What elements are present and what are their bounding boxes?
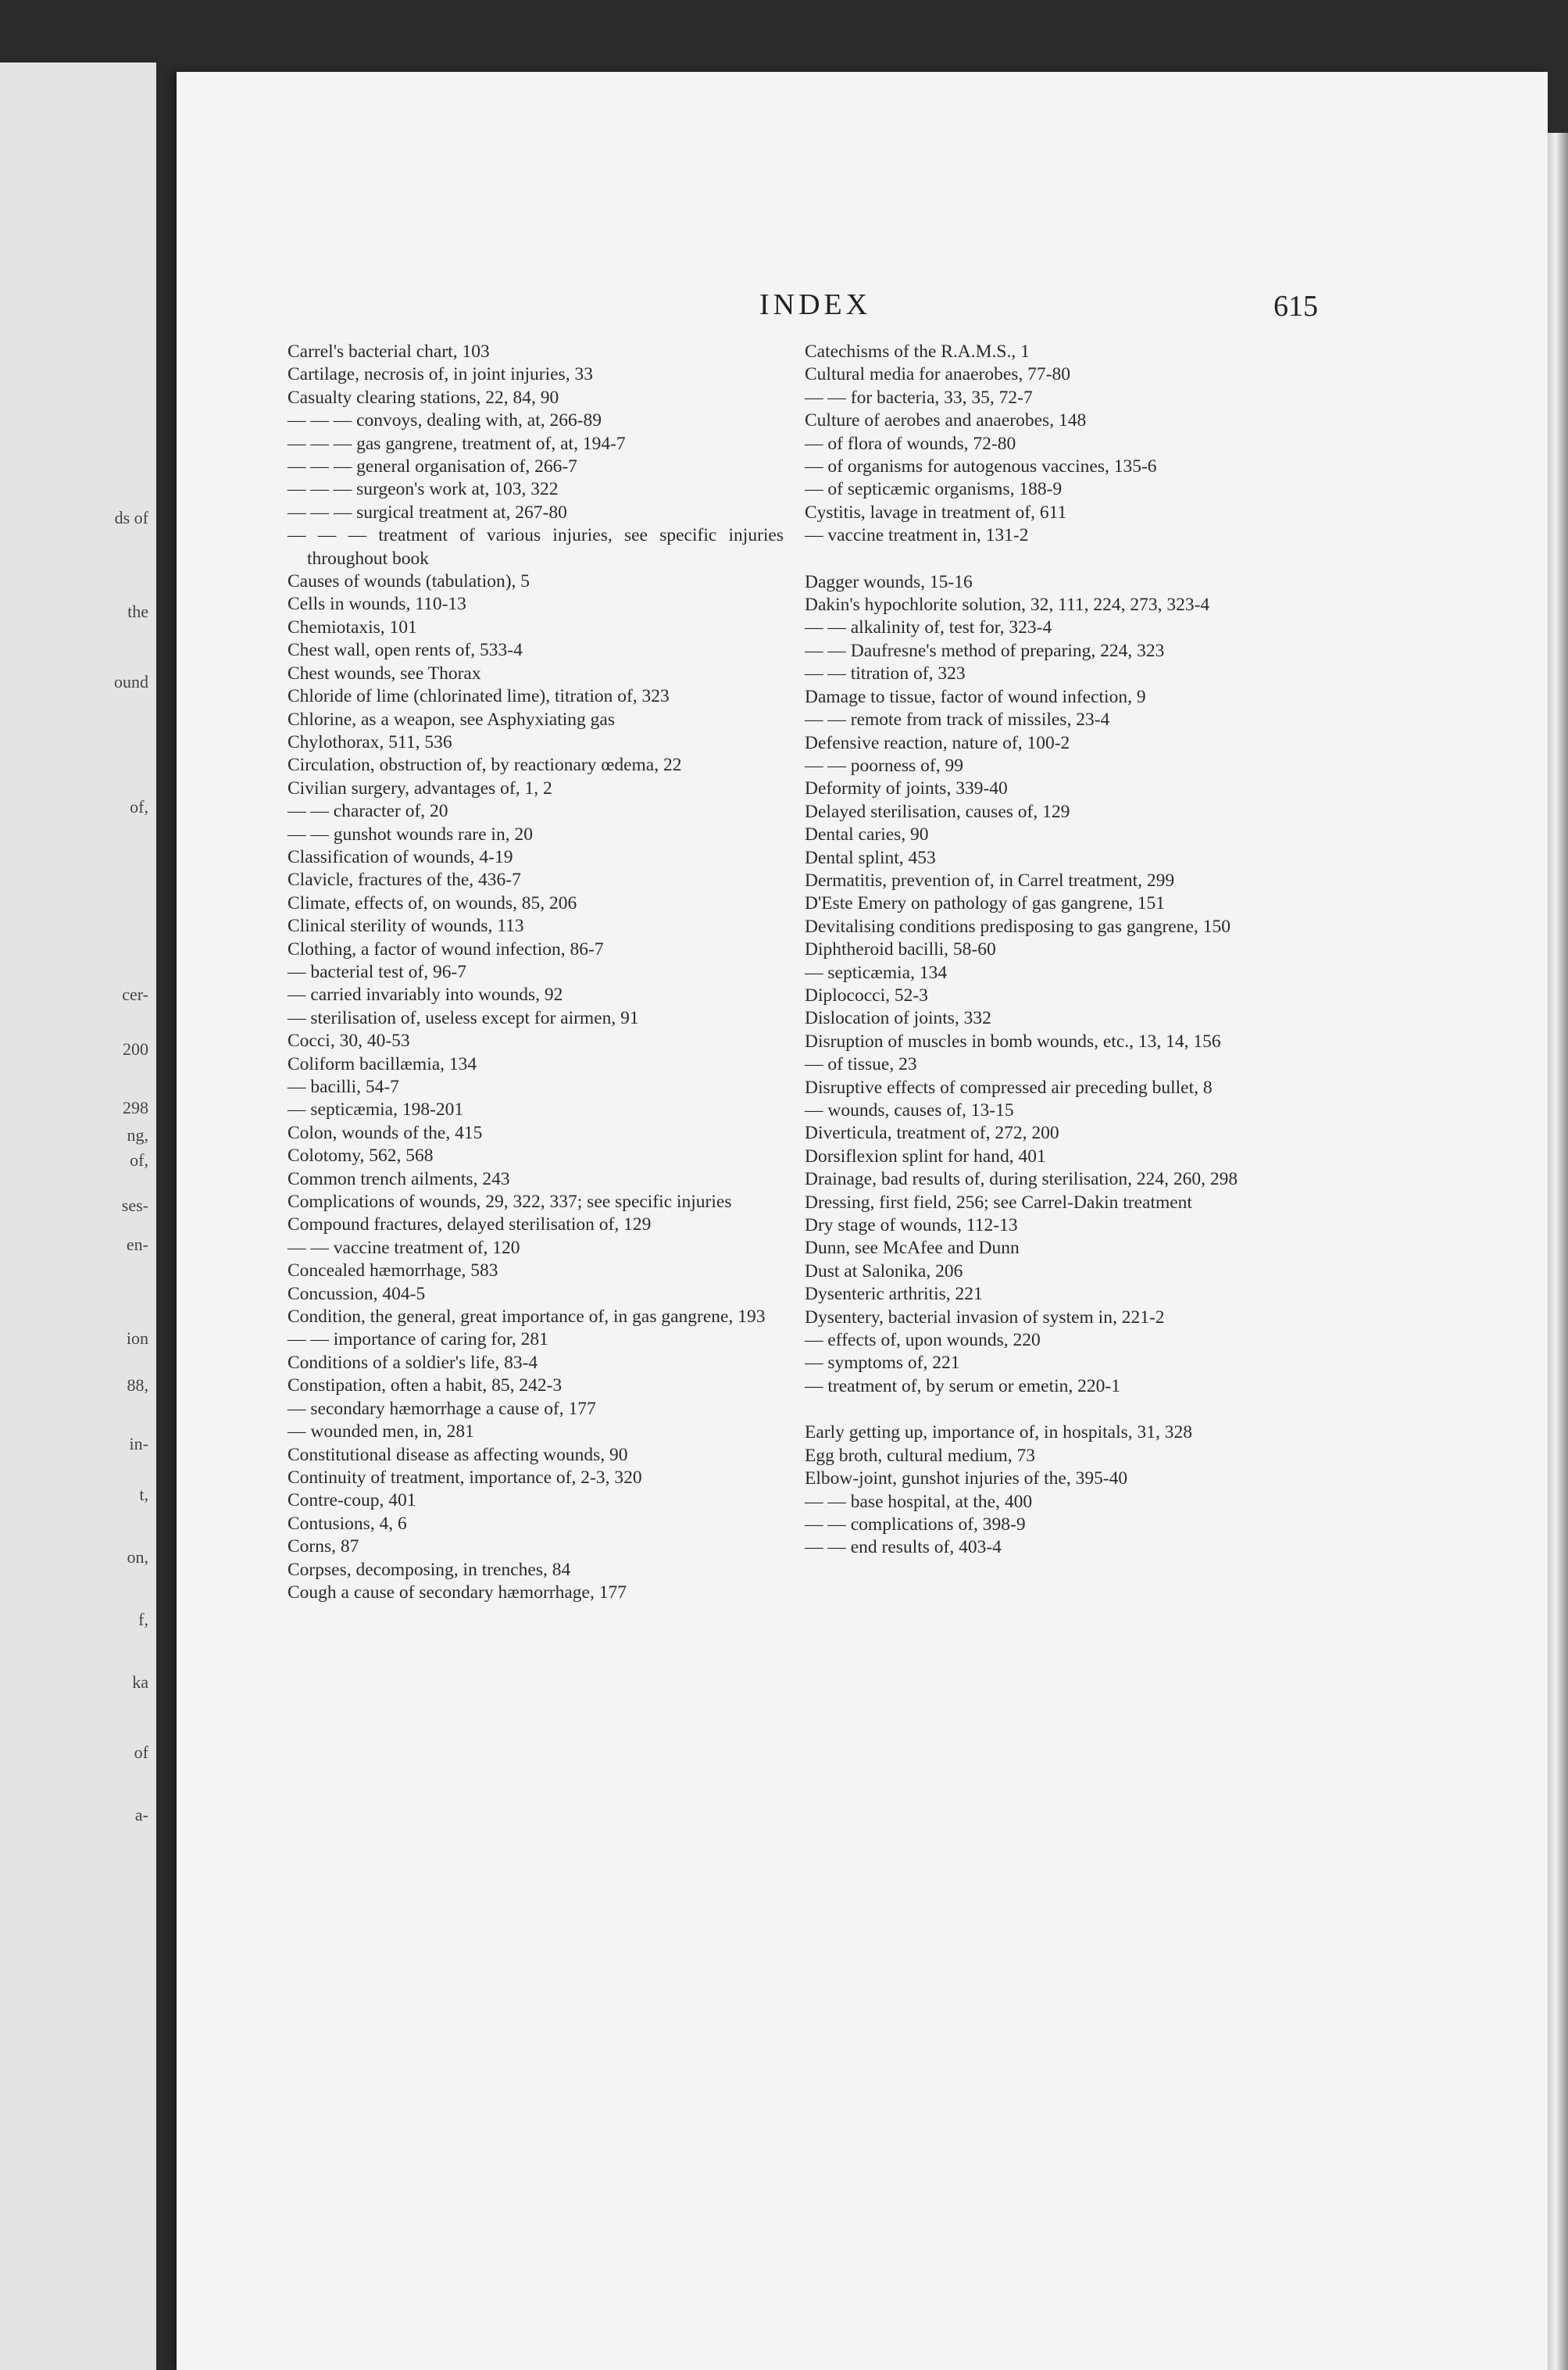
index-entry: Clinical sterility of wounds, 113	[288, 916, 524, 937]
facing-page-text-fragment: a-	[134, 1805, 148, 1825]
index-entry: Dorsiflexion splint for hand, 401	[805, 1146, 1046, 1167]
index-entry: — — for bacteria, 33, 35, 72-7	[805, 387, 1033, 408]
index-entry: Civilian surgery, advantages of, 1, 2	[288, 777, 552, 799]
index-entry: — of organisms for autogenous vaccines, 135-6	[805, 456, 1157, 477]
index-entry: — bacterial test of, 96-7	[288, 961, 467, 982]
index-entry: — of septicæmic organisms, 188-9	[805, 479, 1063, 500]
index-entry: Dakin's hypochlorite solution, 32, 111, 224, 273, 323-4	[805, 595, 1210, 616]
index-entry: — treatment of, by serum or emetin, 220-1	[805, 1375, 1120, 1396]
index-entry: — wounded men, in, 281	[288, 1421, 474, 1442]
index-entry: — carried invariably into wounds, 92	[288, 985, 563, 1006]
index-entry: — septicæmia, 198-201	[288, 1099, 464, 1121]
index-entry: — septicæmia, 134	[805, 962, 948, 983]
index-entry: Dental splint, 453	[805, 847, 936, 868]
index-entry: Circulation, obstruction of, by reactionary œdema, 22	[288, 755, 682, 776]
index-entry: Egg broth, cultural medium, 73	[805, 1445, 1036, 1466]
index-entry: Common trench ailments, 243	[288, 1168, 510, 1189]
index-entry: — wounds, causes of, 13-15	[805, 1100, 1014, 1121]
index-entry: Cocci, 30, 40-53	[288, 1031, 410, 1052]
facing-page-text-fragment: of	[134, 1743, 148, 1762]
index-entry: — vaccine treatment in, 131-2	[805, 525, 1029, 546]
index-entry: — — complications of, 398-9	[805, 1514, 1026, 1535]
facing-page-text-fragment: on,	[127, 1547, 148, 1567]
index-entry: Damage to tissue, factor of wound infection, 9	[805, 686, 1146, 707]
index-entry: Cells in wounds, 110-13	[288, 594, 466, 615]
index-entry: Diverticula, treatment of, 272, 200	[805, 1123, 1059, 1144]
index-entry: Dagger wounds, 15-16	[805, 571, 973, 592]
facing-page-text-fragment: ion	[126, 1328, 148, 1348]
index-entry: Conditions of a soldier's life, 83-4	[288, 1352, 538, 1373]
index-entry: Diplococci, 52-3	[805, 985, 928, 1006]
index-entry: — — base hospital, at the, 400	[805, 1491, 1033, 1512]
index-entry: — of tissue, 23	[805, 1054, 917, 1075]
index-entry: Chylothorax, 511, 536	[288, 731, 452, 752]
index-entry: — — end results of, 403-4	[805, 1537, 1002, 1558]
index-entry: Concussion, 404-5	[288, 1283, 426, 1304]
index-entry: Cartilage, necrosis of, in joint injuries, 33	[288, 364, 593, 385]
index-entry: — — character of, 20	[288, 801, 448, 822]
index-entry: Constipation, often a habit, 85, 242-3	[288, 1375, 563, 1396]
index-entry: — — — gas gangrene, treatment of, at, 194-7	[288, 433, 626, 454]
index-entry: — — — convoys, dealing with, at, 266-89	[288, 410, 602, 431]
index-entry: Dysentery, bacterial invasion of system in, 221-2	[805, 1307, 1165, 1328]
index-entry: — — — treatment of various injuries, see specific injuries throughout book	[288, 525, 784, 569]
index-entry: Catechisms of the R.A.M.S., 1	[805, 341, 1030, 362]
index-entry: Delayed sterilisation, causes of, 129	[805, 801, 1070, 822]
index-entry: Climate, effects of, on wounds, 85, 206	[288, 892, 577, 913]
index-entry: — — Daufresne's method of preparing, 224, 323	[805, 640, 1165, 661]
index-entry: Dysenteric arthritis, 221	[805, 1284, 983, 1305]
index-entry: Classification of wounds, 4-19	[288, 846, 513, 867]
index-entry: — bacilli, 54-7	[288, 1077, 399, 1097]
index-entry: Colon, wounds of the, 415	[288, 1122, 483, 1143]
index-entry: Chest wounds, see Thorax	[288, 663, 481, 684]
index-entry: — effects of, upon wounds, 220	[805, 1330, 1041, 1351]
index-entry: Cultural media for anaerobes, 77-80	[805, 364, 1070, 385]
page-edge	[1548, 133, 1568, 2370]
index-entry: D'Este Emery on pathology of gas gangrene, 151	[805, 893, 1166, 914]
index-entry: Dermatitis, prevention of, in Carrel treatment, 299	[805, 870, 1175, 891]
facing-page-text-fragment: en-	[126, 1235, 148, 1254]
index-entry: — — importance of caring for, 281	[288, 1329, 548, 1350]
index-entry: Casualty clearing stations, 22, 84, 90	[288, 387, 559, 408]
index-entry: Early getting up, importance of, in hospitals, 31, 328	[805, 1422, 1193, 1443]
index-entry: — — vaccine treatment of, 120	[288, 1237, 520, 1258]
index-entry: — — gunshot wounds rare in, 20	[288, 824, 533, 845]
index-entry: — symptoms of, 221	[805, 1353, 960, 1374]
index-entry: — — titration of, 323	[805, 663, 966, 685]
index-entry: Concealed hæmorrhage, 583	[288, 1260, 498, 1282]
index-entry: Contusions, 4, 6	[288, 1513, 407, 1534]
index-entry: Contre-coup, 401	[288, 1490, 416, 1511]
index-entry: Cough a cause of secondary hæmorrhage, 177	[288, 1582, 627, 1603]
index-entry: — — poorness of, 99	[805, 755, 963, 776]
index-entry: Defensive reaction, nature of, 100-2	[805, 732, 1070, 753]
index-column-right	[805, 341, 1301, 1560]
index-entry: Deformity of joints, 339-40	[805, 778, 1008, 799]
index-entry: Complications of wounds, 29, 322, 337; see specific injuries	[288, 1192, 732, 1213]
index-entry: Compound fractures, delayed sterilisation of, 129	[288, 1214, 652, 1235]
index-entry: — of flora of wounds, 72-80	[805, 433, 1016, 454]
index-entry: — — alkalinity of, test for, 323-4	[805, 617, 1052, 638]
facing-page-text-fragment: ses-	[121, 1196, 148, 1215]
facing-page-fragment	[0, 63, 156, 2370]
index-entry: Disruptive effects of compressed air preceding bullet, 8	[805, 1077, 1213, 1098]
index-entry: — — — surgical treatment at, 267-80	[288, 502, 567, 523]
index-entry: Devitalising conditions predisposing to gas gangrene, 150	[805, 916, 1230, 937]
index-entry: Carrel's bacterial chart, 103	[288, 341, 490, 362]
index-entry: Chest wall, open rents of, 533-4	[288, 640, 523, 661]
index-entry: Elbow-joint, gunshot injuries of the, 395-40	[805, 1468, 1128, 1489]
index-entry: Corpses, decomposing, in trenches, 84	[288, 1559, 571, 1580]
index-entry: Continuity of treatment, importance of, 2-3, 320	[288, 1467, 642, 1488]
index-entry: Cystitis, lavage in treatment of, 611	[805, 502, 1067, 523]
index-entry: Culture of aerobes and anaerobes, 148	[805, 410, 1087, 431]
index-entry: Chlorine, as a weapon, see Asphyxiating gas	[288, 709, 615, 730]
index-entry: Dental caries, 90	[805, 824, 929, 845]
facing-page-text-fragment: ka	[132, 1672, 148, 1692]
index-entry: Disruption of muscles in bomb wounds, etc., 13, 14, 156	[805, 1031, 1221, 1052]
index-entry: Dislocation of joints, 332	[805, 1008, 991, 1029]
page-title: INDEX	[759, 288, 872, 321]
index-entry: Dust at Salonika, 206	[805, 1260, 963, 1282]
facing-page-text-fragment: of,	[130, 797, 148, 817]
index-entry: Clothing, a factor of wound infection, 86-7	[288, 938, 604, 960]
index-entry: Chemiotaxis, 101	[288, 617, 417, 638]
index-column-left	[288, 341, 784, 1604]
index-entry: Chloride of lime (chlorinated lime), titration of, 323	[288, 686, 670, 707]
index-entry: — — — general organisation of, 266-7	[288, 456, 577, 477]
index-entry: Constitutional disease as affecting wounds, 90	[288, 1444, 628, 1465]
facing-page-text-fragment: 88,	[127, 1375, 148, 1395]
facing-page-text-fragment: ound	[114, 672, 148, 692]
facing-page-text-fragment: f,	[138, 1610, 148, 1629]
facing-page-text-fragment: 298	[123, 1098, 148, 1117]
index-entry: — — — surgeon's work at, 103, 322	[288, 479, 559, 500]
index-entry: Dry stage of wounds, 112-13	[805, 1215, 1018, 1236]
facing-page-text-fragment: t,	[139, 1485, 148, 1504]
index-entry: Causes of wounds (tabulation), 5	[288, 571, 530, 592]
index-entry: Corns, 87	[288, 1536, 359, 1557]
page-number: 615	[1273, 290, 1318, 323]
index-entry: Colotomy, 562, 568	[288, 1146, 434, 1167]
index-entry: Condition, the general, great importance of, in gas gangrene, 193	[288, 1307, 766, 1328]
index-entry: — — remote from track of missiles, 23-4	[805, 710, 1110, 731]
facing-page-text-fragment: of,	[130, 1150, 148, 1170]
index-entry: Dunn, see McAfee and Dunn	[805, 1238, 1020, 1259]
index-entry: Clavicle, fractures of the, 436-7	[288, 870, 521, 891]
index-entry: Coliform bacillæmia, 134	[288, 1053, 477, 1074]
facing-page-text-fragment: ds of	[114, 508, 148, 527]
facing-page-text-fragment: ng,	[127, 1125, 148, 1145]
index-entry: — sterilisation of, useless except for airmen, 91	[288, 1007, 639, 1028]
facing-page-text-fragment: cer-	[122, 985, 148, 1004]
index-entry: Dressing, first field, 256; see Carrel-Dakin treatment	[805, 1192, 1192, 1213]
facing-page-text-fragment: in-	[129, 1434, 148, 1453]
index-entry: Diphtheroid bacilli, 58-60	[805, 939, 996, 960]
index-entry: Drainage, bad results of, during sterilisation, 224, 260, 298	[805, 1169, 1238, 1190]
facing-page-text-fragment: the	[127, 602, 148, 621]
index-entry: — secondary hæmorrhage a cause of, 177	[288, 1398, 596, 1419]
facing-page-text-fragment: 200	[123, 1039, 148, 1059]
